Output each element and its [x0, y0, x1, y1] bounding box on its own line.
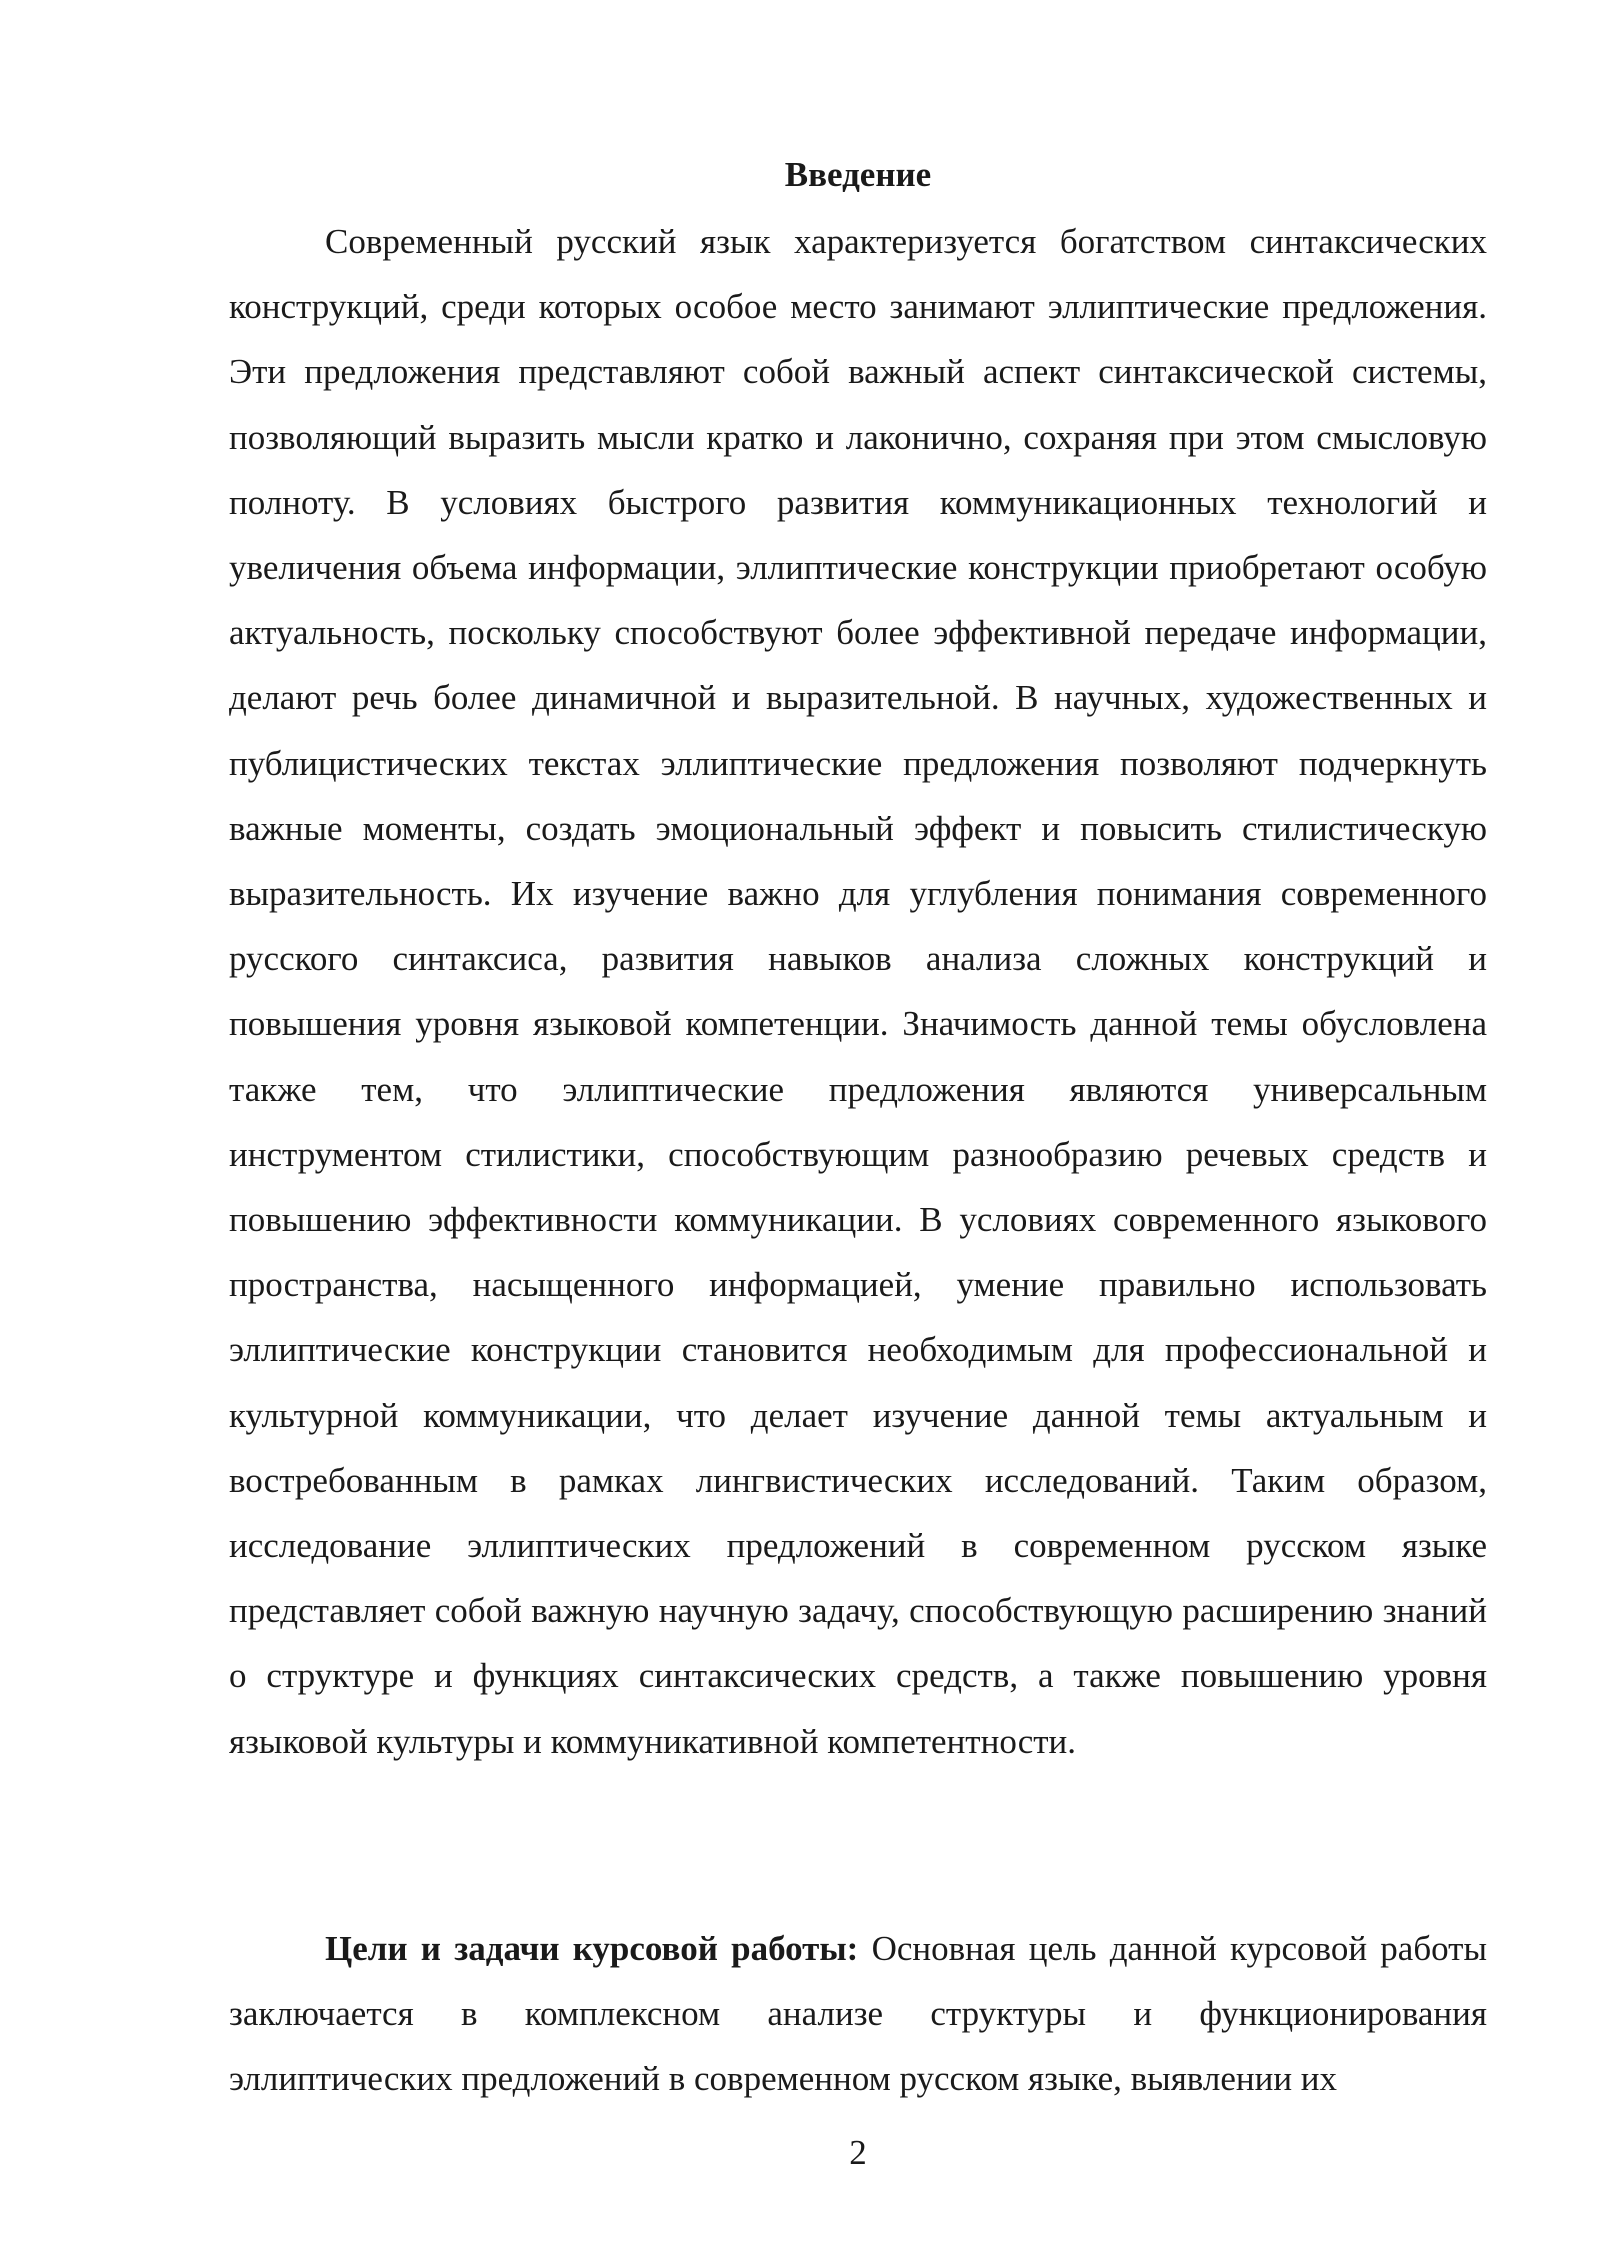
section-heading: Введение [784, 155, 932, 194]
document-page [229, 0, 1487, 2262]
goals-text: Основная цель данной курсовой работы заключается в комплексном анализе структуры и функционирования эллиптических предложений в современном русском языке, выявлении их [229, 1929, 1487, 2099]
intro-paragraph: Современный русский язык характеризуется богатством синтаксических конструкций, среди которых особое место занимают эллиптические предложения. Эти предложения представляют собой важный аспект синтаксической системы, позволяющий выразить мысли кратко и лаконично, сохраняя при этом смысловую полноту. В условиях быстрого развития коммуникационных технологий и увеличения объема информации, эллиптические конструкции приобретают особую актуальность, поскольку способствуют более эффективной передаче информации, делают речь более динамичной и выразительной. В научных, художественных и публицистических текстах эллиптические предложения позволяют подчеркнуть важные моменты, создать эмоциональный эффект и повысить стилистическую выразительность. Их изучение важно для углубления понимания современного русского синтаксиса, развития навыков анализа сложных конструкций и повышения уровня языковой компетенции. Значимость данной темы обусловлена также тем, что эллиптические предложения являются универсальным инструментом стилистики, способствующим разнообразию речевых средств и повышению эффективности коммуникации. В условиях современного языкового пространства, насыщенного информацией, умение правильно использовать эллиптические конструкции становится необходимым для профессиональной и культурной коммуникации, что делает изучение данной темы актуальным и востребованным в рамках лингвистических исследований. Таким образом, исследование эллиптических предложений в современном русском языке представляет собой важную научную задачу, способствующую расширению знаний о структуре и функциях синтаксических средств, а также повышению уровня языковой культуры и коммуникативной компетентности. [229, 222, 1487, 1761]
goals-paragraph [229, 1916, 1487, 2112]
goals-lead: Цели и задачи курсовой работы: [325, 1929, 859, 1968]
page-number: 2 [849, 2133, 867, 2172]
